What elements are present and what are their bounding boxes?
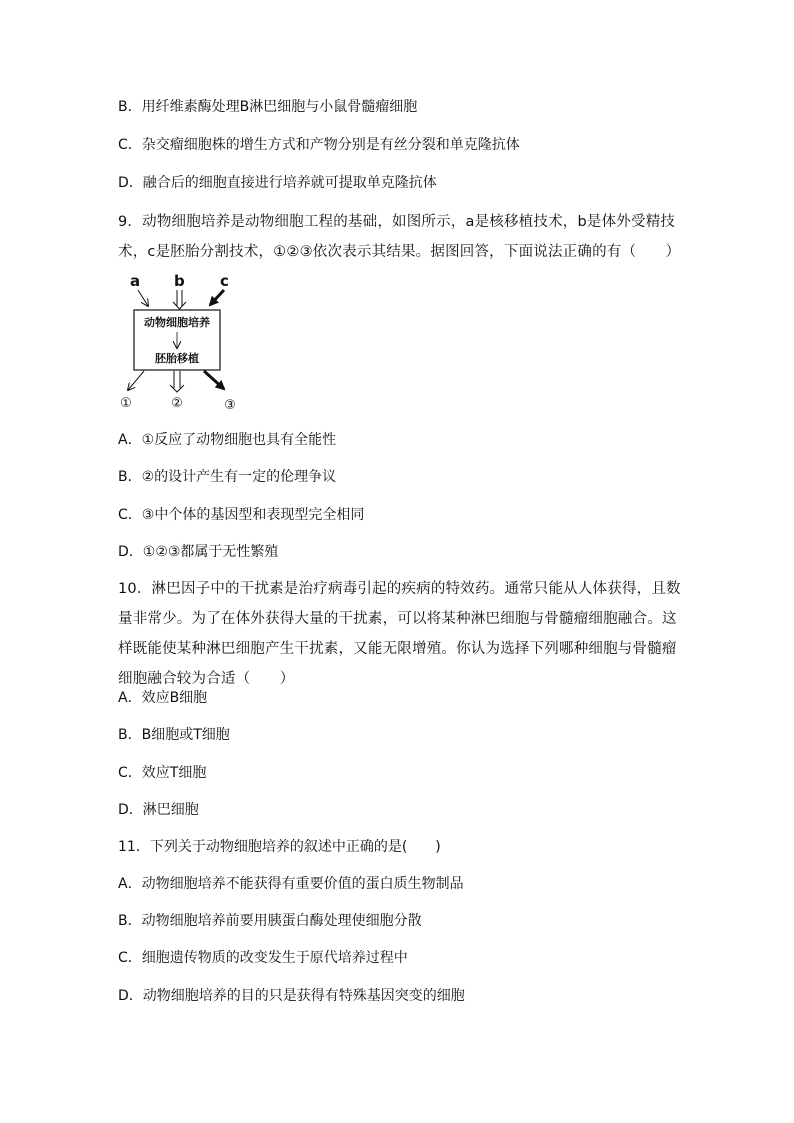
q9-stem: 9．动物细胞培养是动物细胞工程的基础，如图所示，a是核移植技术，b是体外受精技术，c是胚胎分割技术，①②③依次表示其结果。据图回答，下面说法正确的有（ ） [118, 214, 681, 260]
output-2: ② [171, 396, 183, 411]
arrow-a [138, 290, 148, 306]
arrow-out-2-head [170, 385, 184, 392]
q9-option-b: B．②的设计产生有一定的伦理争议 [118, 469, 337, 485]
label-b: b [174, 272, 185, 290]
q8-option-b: B．用纤维素酶处理B淋巴细胞与小鼠骨髓瘤细胞 [118, 99, 418, 115]
q9-option-d: D．①②③都属于无性繁殖 [118, 544, 279, 560]
q10-stem: 10．淋巴因子中的干扰素是治疗病毒引起的疾病的特效药。通常只能从人体获得，且数量非常少。为了在体外获得大量的干扰素，可以将某种淋巴细胞与骨髓瘤细胞融合。这样既能使某种淋巴细胞产生干扰素，又能无限增殖。你认为选择下列哪种细胞与骨髓瘤细胞融合较为合适（ ） [118, 581, 681, 687]
arrow-out-3 [204, 371, 224, 389]
q9-option-a: A．①反应了动物细胞也具有全能性 [118, 432, 337, 448]
q9-diagram [114, 268, 254, 413]
q10-option-b: B．B细胞或T细胞 [118, 727, 230, 743]
arrow-out-1 [128, 371, 144, 390]
output-1: ① [120, 396, 132, 411]
q10-option-a: A．效应B细胞 [118, 690, 208, 706]
output-3: ③ [224, 398, 236, 413]
label-c: c [220, 272, 229, 290]
q10-option-c: C．效应T细胞 [118, 765, 207, 781]
box-text-culture: 动物细胞培养 [144, 316, 210, 329]
q8-option-c: C．杂交瘤细胞株的增生方式和产物分别是有丝分裂和单克隆抗体 [118, 137, 520, 153]
q11-option-b: B．动物细胞培养前要用胰蛋白酶处理使细胞分散 [118, 913, 422, 929]
q9-option-c: C．③中个体的基因型和表现型完全相同 [118, 507, 365, 523]
q11-option-c: C．细胞遗传物质的改变发生于原代培养过程中 [118, 950, 408, 966]
q11-option-a: A．动物细胞培养不能获得有重要价值的蛋白质生物制品 [118, 876, 464, 892]
label-a: a [130, 272, 141, 290]
box-text-transfer: 胚胎移植 [155, 352, 199, 365]
arrow-b-head [173, 302, 186, 309]
q11-option-d: D．动物细胞培养的目的只是获得有特殊基因突变的细胞 [118, 988, 465, 1004]
q10-option-d: D．淋巴细胞 [118, 802, 199, 818]
q8-option-d: D．融合后的细胞直接进行培养就可提取单克隆抗体 [118, 175, 437, 191]
q11-stem: 11．下列关于动物细胞培养的叙述中正确的是( ) [118, 839, 441, 855]
arrow-c [210, 290, 224, 305]
